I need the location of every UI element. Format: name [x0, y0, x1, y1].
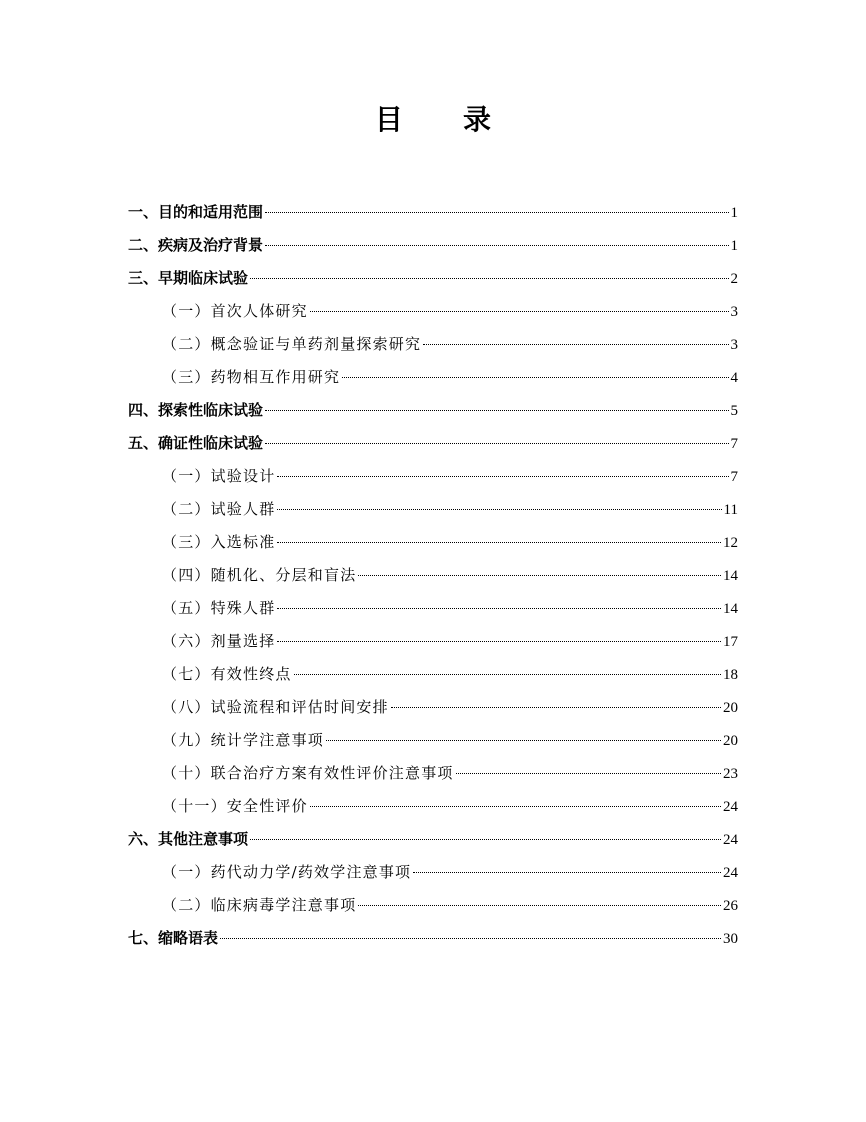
toc-entry[interactable]: [128, 196, 738, 229]
toc-page-number: 18: [723, 667, 738, 683]
toc-entry-label: 一、目的和适用范围: [128, 203, 264, 221]
toc-entry[interactable]: [128, 229, 738, 262]
toc-dot-leader: [391, 707, 721, 708]
toc-dot-leader: [277, 509, 721, 510]
toc-entry-label: 四、探索性临床试验: [128, 401, 264, 419]
toc-dot-leader: [250, 839, 721, 840]
toc-entry-label: （一）首次人体研究: [162, 302, 308, 320]
toc-entry-label: （二）临床病毒学注意事项: [162, 896, 357, 914]
toc-dot-leader: [423, 344, 728, 345]
toc-dot-leader: [310, 806, 721, 807]
toc-page-number: 26: [723, 898, 738, 914]
toc-entry-label: （四）随机化、分层和盲法: [162, 566, 357, 584]
toc-dot-leader: [265, 245, 728, 246]
toc-page-number: 24: [723, 865, 738, 881]
toc-entry-label: 三、早期临床试验: [128, 269, 249, 287]
toc-entry[interactable]: [128, 823, 738, 856]
toc-page-number: 14: [723, 568, 738, 584]
toc-entry[interactable]: [128, 526, 738, 559]
toc-page-number: 30: [723, 931, 738, 947]
toc-dot-leader: [265, 212, 728, 213]
toc-entry[interactable]: [128, 691, 738, 724]
toc-entry-label: （二）试验人群: [162, 500, 276, 518]
toc-entry[interactable]: [128, 592, 738, 625]
toc-entry[interactable]: [128, 625, 738, 658]
toc-entry[interactable]: [128, 394, 738, 427]
toc-entry[interactable]: [128, 757, 738, 790]
toc-dot-leader: [220, 938, 721, 939]
toc-page-number: 24: [723, 799, 738, 815]
toc-page-number: 3: [730, 337, 738, 353]
toc-dot-leader: [277, 542, 721, 543]
toc-dot-leader: [456, 773, 721, 774]
toc-page-number: 11: [723, 502, 738, 518]
table-of-contents: [128, 196, 738, 955]
toc-entry-label: （八）试验流程和评估时间安排: [162, 698, 389, 716]
toc-page-number: 2: [730, 271, 738, 287]
toc-page-number: 1: [730, 205, 738, 221]
toc-entry-label: （三）入选标准: [162, 533, 276, 551]
toc-entry-label: （六）剂量选择: [162, 632, 276, 650]
toc-entry-label: 五、确证性临床试验: [128, 434, 264, 452]
toc-entry[interactable]: [128, 922, 738, 955]
toc-entry-label: （一）试验设计: [162, 467, 276, 485]
toc-dot-leader: [277, 608, 721, 609]
toc-entry-label: （七）有效性终点: [162, 665, 292, 683]
toc-page-number: 1: [730, 238, 738, 254]
page-title: 目 录: [374, 103, 517, 136]
toc-entry[interactable]: [128, 889, 738, 922]
toc-dot-leader: [358, 575, 721, 576]
toc-entry-label: 二、疾病及治疗背景: [128, 236, 264, 254]
toc-dot-leader: [413, 872, 721, 873]
toc-entry-label: 七、缩略语表: [128, 929, 219, 947]
toc-entry-label: （九）统计学注意事项: [162, 731, 325, 749]
toc-entry-label: （十一）安全性评价: [162, 797, 308, 815]
toc-entry[interactable]: [128, 328, 738, 361]
toc-page-number: 24: [723, 832, 738, 848]
toc-entry[interactable]: [128, 856, 738, 889]
toc-entry[interactable]: [128, 427, 738, 460]
toc-entry-label: （十）联合治疗方案有效性评价注意事项: [162, 764, 454, 782]
toc-entry[interactable]: [128, 295, 738, 328]
toc-entry[interactable]: [128, 724, 738, 757]
toc-dot-leader: [326, 740, 721, 741]
toc-entry-label: （二）概念验证与单药剂量探索研究: [162, 335, 422, 353]
toc-entry[interactable]: [128, 460, 738, 493]
toc-page-number: 5: [730, 403, 738, 419]
toc-page-number: 20: [723, 733, 738, 749]
toc-entry[interactable]: [128, 658, 738, 691]
toc-dot-leader: [310, 311, 729, 312]
toc-dot-leader: [294, 674, 721, 675]
toc-page-number: 7: [730, 436, 738, 452]
toc-entry-label: （五）特殊人群: [162, 599, 276, 617]
toc-dot-leader: [358, 905, 721, 906]
toc-entry[interactable]: [128, 262, 738, 295]
toc-entry[interactable]: [128, 493, 738, 526]
toc-dot-leader: [250, 278, 728, 279]
toc-page-number: 12: [723, 535, 738, 551]
toc-dot-leader: [342, 377, 728, 378]
toc-entry[interactable]: [128, 790, 738, 823]
toc-entry-label: （一）药代动力学/药效学注意事项: [162, 863, 412, 881]
toc-entry[interactable]: [128, 559, 738, 592]
toc-entry-label: 六、其他注意事项: [128, 830, 249, 848]
toc-page-number: 20: [723, 700, 738, 716]
toc-dot-leader: [265, 443, 728, 444]
toc-page-number: 14: [723, 601, 738, 617]
toc-entry-label: （三）药物相互作用研究: [162, 368, 341, 386]
toc-page-number: 4: [730, 370, 738, 386]
toc-dot-leader: [277, 476, 728, 477]
toc-page-number: 17: [723, 634, 738, 650]
toc-page-number: 7: [730, 469, 738, 485]
toc-page-number: 23: [723, 766, 738, 782]
toc-dot-leader: [265, 410, 728, 411]
toc-page-number: 3: [730, 304, 738, 320]
toc-dot-leader: [277, 641, 721, 642]
toc-entry[interactable]: [128, 361, 738, 394]
